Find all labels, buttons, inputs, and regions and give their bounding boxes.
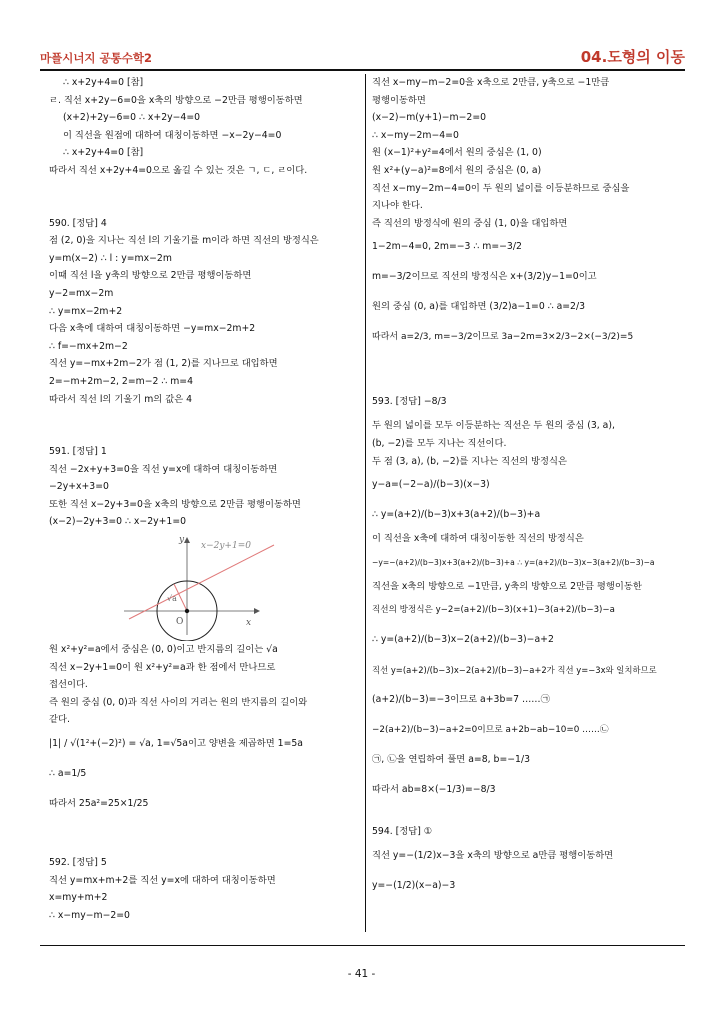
problem-593-heading: 593. [정답] −8/3 [372, 396, 447, 408]
text-line: −2(a+2)/(b−3)−a+2=0이므로 a+2b−ab−10=0 ……㉡ [372, 725, 609, 736]
text-line: ∴ a=1/5 [49, 768, 87, 780]
text-line: ∴ y=mx−2m+2 [49, 305, 123, 317]
text-line: 또한 직선 x−2y+3=0을 x축의 방향으로 2만큼 평행이동하면 [49, 498, 301, 510]
text-line: ㄹ. 직선 x+2y−6=0을 x축의 방향으로 −2만큼 평행이동하면 [49, 94, 303, 106]
text-line: y=−(1/2)(x−a)−3 [372, 879, 456, 891]
text-line: 지나야 한다. [372, 200, 423, 212]
text-line: x=my+m+2 [49, 892, 108, 904]
text-line: (x−2)−m(y+1)−m−2=0 [372, 112, 487, 124]
header-rule [40, 69, 685, 71]
text-line: 점 (2, 0)을 지나는 직선 l의 기울기를 m이라 하면 직선의 방정식은 [49, 235, 319, 247]
line-label: x−2y+1=0 [201, 541, 251, 552]
text-line: (a+2)/(b−3)=−3이므로 a+3b=7 ……㉠ [372, 694, 550, 706]
text-line: 따라서 a=2/3, m=−3/2이므로 3a−2m=3×2/3−2×(−3/2)=5 [372, 332, 634, 343]
text-line: 직선 −2x+y+3=0을 직선 y=x에 대하여 대칭이동하면 [49, 463, 278, 475]
text-line: −2y+x+3=0 [49, 481, 109, 493]
left-column [49, 74, 354, 924]
origin-label: O [176, 617, 184, 628]
text-line: 따라서 직선 x+2y+4=0으로 옮길 수 있는 것은 ㄱ, ㄷ, ㄹ이다. [49, 164, 308, 176]
page-number: - 41 - [347, 968, 376, 980]
text-line: 원 x²+(y−a)²=8에서 원의 중심은 (0, a) [372, 164, 542, 176]
text-line: y=m(x−2) ∴ l : y=mx−2m [49, 252, 172, 264]
text-line: ∴ x−my−2m−4=0 [372, 129, 459, 141]
circle-tangent-figure [49, 531, 354, 641]
x-axis-arrow [254, 608, 260, 614]
text-line: 평행이동하면 [372, 94, 426, 106]
tangent-line [129, 545, 274, 619]
text-line: 즉 원의 중심 (0, 0)과 직선 사이의 거리는 원의 반지름의 길이와 [49, 696, 308, 708]
text-line: 다음 x축에 대하여 대칭이동하면 −y=mx−2m+2 [49, 323, 256, 335]
text-line: 두 점 (3, a), (b, −2)를 지나는 직선의 방정식은 [372, 455, 567, 467]
text-line: ㉠, ㉡을 연립하여 풀면 a=8, b=−1/3 [372, 754, 530, 766]
text-line: 따라서 직선 l의 기울기 m의 값은 4 [49, 393, 193, 405]
text-line: 같다. [49, 714, 70, 726]
text-line: ∴ x−my−m−2=0 [49, 909, 130, 921]
text-line: 원 x²+y²=a에서 중심은 (0, 0)이고 반지름의 길이는 √a [49, 644, 278, 656]
center-dot [185, 609, 189, 613]
text-line: 접선이다. [49, 679, 88, 691]
y-axis-arrow [184, 537, 190, 543]
text-line: 직선을 x축의 방향으로 −1만큼, y축의 방향으로 2만큼 평행이동한 [372, 580, 642, 592]
text-line: 이때 직선 l을 y축의 방향으로 2만큼 평행이동하면 [49, 270, 252, 282]
text-line: 직선 x−my−m−2=0을 x축으로 2만큼, y축으로 −1만큼 [372, 77, 610, 88]
text-line: y−2=mx−2m [49, 287, 114, 299]
problem-590-heading: 590. [정답] 4 [49, 217, 107, 229]
text-line: (b, −2)를 모두 지나는 직선이다. [372, 437, 507, 449]
text-line: ∴ x+2y+4=0 [참] [63, 77, 144, 88]
text-line: 따라서 25a²=25×1/25 [49, 798, 149, 810]
text-line: 직선 y=mx+m+2를 직선 y=x에 대하여 대칭이동하면 [49, 874, 276, 886]
text-line: 즉 직선의 방정식에 원의 중심 (1, 0)을 대입하면 [372, 217, 568, 229]
text-line: 2=−m+2m−2, 2=m−2 ∴ m=4 [49, 375, 193, 387]
text-line: y−a=(−2−a)/(b−3)(x−3) [372, 479, 490, 491]
problem-592-heading: 592. [정답] 5 [49, 857, 107, 869]
text-line: (x+2)+2y−6=0 ∴ x+2y−4=0 [63, 112, 201, 124]
text-line: 두 원의 넓이를 모두 이등분하는 직선은 두 원의 중심 (3, a), [372, 420, 615, 432]
text-line: 직선 y=−mx+2m−2가 점 (1, 2)를 지나므로 대입하면 [49, 358, 278, 370]
text-line: 이 직선을 x축에 대하여 대칭이동한 직선의 방정식은 [372, 533, 584, 545]
text-line: 원 (x−1)²+y²=4에서 원의 중심은 (1, 0) [372, 147, 542, 159]
text-line: (x−2)−2y+3=0 ∴ x−2y+1=0 [49, 516, 187, 528]
text-line: 직선의 방정식은 y−2=(a+2)/(b−3)(x+1)−3(a+2)/(b−3)−a [372, 605, 615, 616]
text-line: 직선 y=(a+2)/(b−3)x−2(a+2)/(b−3)−a+2가 직선 y=−3x와 일치하므로 [372, 665, 657, 676]
book-title: 마플시너지 공통수학2 [40, 51, 152, 65]
text-line: ∴ y=(a+2)/(b−3)x−2(a+2)/(b−3)−a+2 [372, 634, 554, 646]
text-line: 이 직선을 원점에 대하여 대칭이동하면 −x−2y−4=0 [63, 129, 282, 141]
text-line: 직선 y=−(1/2)x−3을 x축의 방향으로 a만큼 평행이동하면 [372, 849, 614, 861]
text-line: 1−2m−4=0, 2m=−3 ∴ m=−3/2 [372, 241, 522, 253]
y-axis-label: y [179, 535, 185, 546]
chapter-title: 04.도형의 이동 [580, 48, 685, 66]
text-line: 직선 x−my−2m−4=0이 두 원의 넓이를 이등분하므로 중심을 [372, 182, 630, 194]
text-line: ∴ f=−mx+2m−2 [49, 340, 128, 352]
text-line: 원의 중심 (0, a)를 대입하면 (3/2)a−1=0 ∴ a=2/3 [372, 301, 586, 313]
text-line: ∴ y=(a+2)/(b−3)x+3(a+2)/(b−3)+a [372, 509, 541, 521]
text-line: −y=−(a+2)/(b−3)x+3(a+2)/(b−3)+a ∴ y=(a+2)/(b−3)x−3(a+2)/(b−3)−a [372, 557, 655, 567]
x-axis-label: x [246, 618, 252, 629]
footer-rule [40, 945, 685, 946]
text-line: ∴ x+2y+4=0 [참] [63, 147, 144, 159]
right-column [372, 74, 682, 901]
text-line: 직선 x−2y+1=0이 원 x²+y²=a과 한 점에서 만나므로 [49, 661, 276, 673]
text-line: m=−3/2이므로 직선의 방정식은 x+(3/2)y−1=0이고 [372, 271, 597, 283]
problem-594-heading: 594. [정답] ① [372, 825, 433, 837]
column-divider [365, 74, 366, 932]
problem-591-heading: 591. [정답] 1 [49, 446, 107, 458]
distance-formula: |1| / √(1²+(−2)²) = √a, 1=√5a이고 양변을 제곱하면 1=5a [49, 738, 303, 750]
text-line: 따라서 ab=8×(−1/3)=−8/3 [372, 784, 496, 796]
radius-label: √a [167, 594, 177, 604]
